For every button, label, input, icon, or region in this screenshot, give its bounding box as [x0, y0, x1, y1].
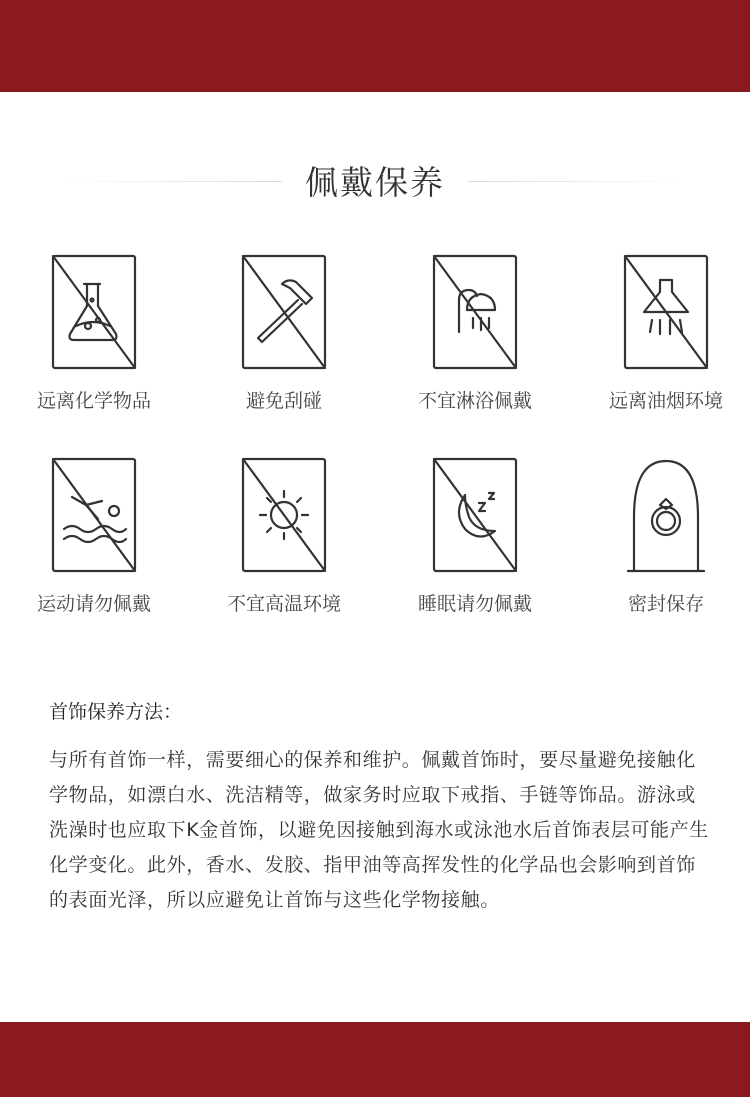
care-label: 睡眠请勿佩戴 — [417, 593, 532, 615]
care-label: 运动请勿佩戴 — [36, 593, 151, 615]
shower-icon — [431, 254, 519, 372]
section-title: 佩戴保养 — [305, 163, 445, 202]
care-label: 避免刮碰 — [245, 390, 322, 412]
care-item-scratches — [199, 254, 369, 434]
care-item-sealed — [581, 457, 750, 637]
swimmer-icon — [50, 457, 138, 575]
section-header — [0, 155, 750, 205]
range-hood-icon — [622, 254, 710, 372]
care-label: 不宜淋浴佩戴 — [417, 390, 532, 412]
sun-icon — [240, 457, 328, 575]
care-item-sleep — [390, 457, 560, 637]
top-red-band — [0, 0, 750, 92]
care-item-sports — [9, 457, 179, 637]
care-item-heat — [199, 457, 369, 637]
flask-icon — [50, 254, 138, 372]
care-label: 密封保存 — [627, 593, 704, 615]
care-label: 远离化学物品 — [36, 390, 151, 412]
ring-box-icon — [622, 457, 710, 575]
care-label: 远离油烟环境 — [608, 390, 723, 412]
bottom-red-band — [0, 1022, 750, 1097]
care-label: 不宜高温环境 — [226, 593, 341, 615]
title-divider-right — [468, 181, 690, 182]
hammer-icon — [240, 254, 328, 372]
care-heading: 首饰保养方法： — [49, 701, 183, 723]
care-item-smoke — [581, 254, 750, 434]
care-item-shower — [390, 254, 560, 434]
care-body-text: 与所有首饰一样，需要细心的保养和维护。佩戴首饰时，要尽量避免接触化学物品，如漂白水、洗洁精等，做家务时应取下戒指、手链等饰品。游泳或洗澡时也应取下K金首饰，以避免因接触到海水或泳池水后首饰表层可能产生化学变化。此外，香水、发胶、指甲油等高挥发性的化学品也会影响到首饰的表面光泽，所以应避免让首饰与这些化学物接触。 — [49, 749, 709, 911]
moon-sleep-icon — [431, 457, 519, 575]
care-item-chemicals — [9, 254, 179, 434]
